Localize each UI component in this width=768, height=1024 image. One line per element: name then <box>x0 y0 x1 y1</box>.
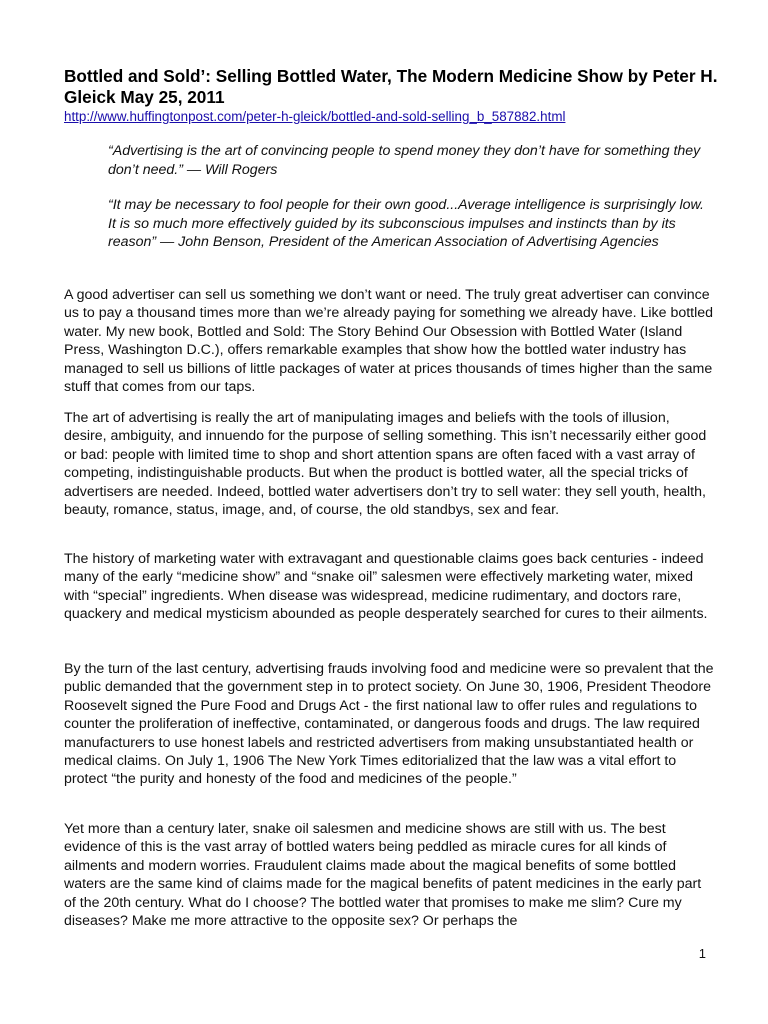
paragraph-2: The art of advertising is really the art of manipulating images and beliefs with the tools of illusion, desire, ambiguity, and innuendo for the purpose of selling something. This isn’t necessarily either good or bad: people with limited time to shop and short attention spans are often faced with a vast array of competing, indistinguishable products. But when the product is bottled water, all the special tricks of advertisers are needed. Indeed, bottled water advertisers don’t try to sell water: they sell youth, health, beauty, romance, status, image, and, of course, the old standbys, sex and fear. <box>64 410 707 519</box>
source-url-link[interactable]: http://www.huffingtonpost.com/peter-h-gleick/bottled-and-sold-selling_b_587882.html <box>64 109 566 124</box>
paragraph-5: Yet more than a century later, snake oil salesmen and medicine shows are still with us. The best evidence of this is the vast array of bottled waters being peddled as miracle cures for all kinds of ailments and modern worries. Fraudulent claims made about the magical benefits of some bottled waters are the same kind of claims made for the magical benefits of patent medicines in the early part of the 20th century. What do I choose? The bottled water that promises to make me slim? Cure my diseases? Make me more attractive to the opposite sex? Or perhaps the <box>64 821 702 930</box>
article-title: Bottled and Sold’: Selling Bottled Water, The Modern Medicine Show by Peter H. Gleick May 25, 2011 <box>64 66 718 107</box>
paragraph-3: The history of marketing water with extravagant and questionable claims goes back centuries - indeed many of the early “medicine show” and “snake oil” salesmen were effectively marketing water, mixed with “special” ingredients. When disease was widespread, medicine rudimentary, and doctors rare, quackery and medical mysticism abounded as people desperately searched for cures to their ailments. <box>64 551 708 623</box>
page-number: 1 <box>698 946 706 961</box>
paragraph-4: By the turn of the last century, advertising frauds involving food and medicine were so prevalent that the public demanded that the government step in to protect society. On June 30, 1906, President Theodore Roosevelt signed the Pure Food and Drugs Act - the first national law to offer rules and regulations to counter the proliferation of ineffective, contaminated, or dangerous foods and drugs. The law required manufacturers to use honest labels and restricted advertisers from making unsubstantiated health or medical claims. On July 1, 1906 The New York Times editorialized that the law was a vital effort to protect “the purity and honesty of the food and medicines of the people.” <box>64 661 714 788</box>
quote-will-rogers: “Advertising is the art of convincing people to spend money they don’t have for something they don’t need.” — Will Rogers <box>108 143 701 178</box>
quote-john-benson: “It may be necessary to fool people for their own good...Average intelligence is surprisingly low. It is so much more effectively guided by its subconscious impulses and instincts than by its reason” — John Benson, President of the American Association of Advertising Agencies <box>108 197 704 251</box>
paragraph-1: A good advertiser can sell us something we don’t want or need. The truly great advertiser can convince us to pay a thousand times more than we’re already paying for something we already have. Like bottled water. My new book, Bottled and Sold: The Story Behind Our Obsession with Bottled Water (Island Press, Washington D.C.), offers remarkable examples that show how the bottled water industry has managed to sell us billions of little packages of water at prices thousands of times higher than the same stuff that comes from our taps. <box>64 287 714 396</box>
